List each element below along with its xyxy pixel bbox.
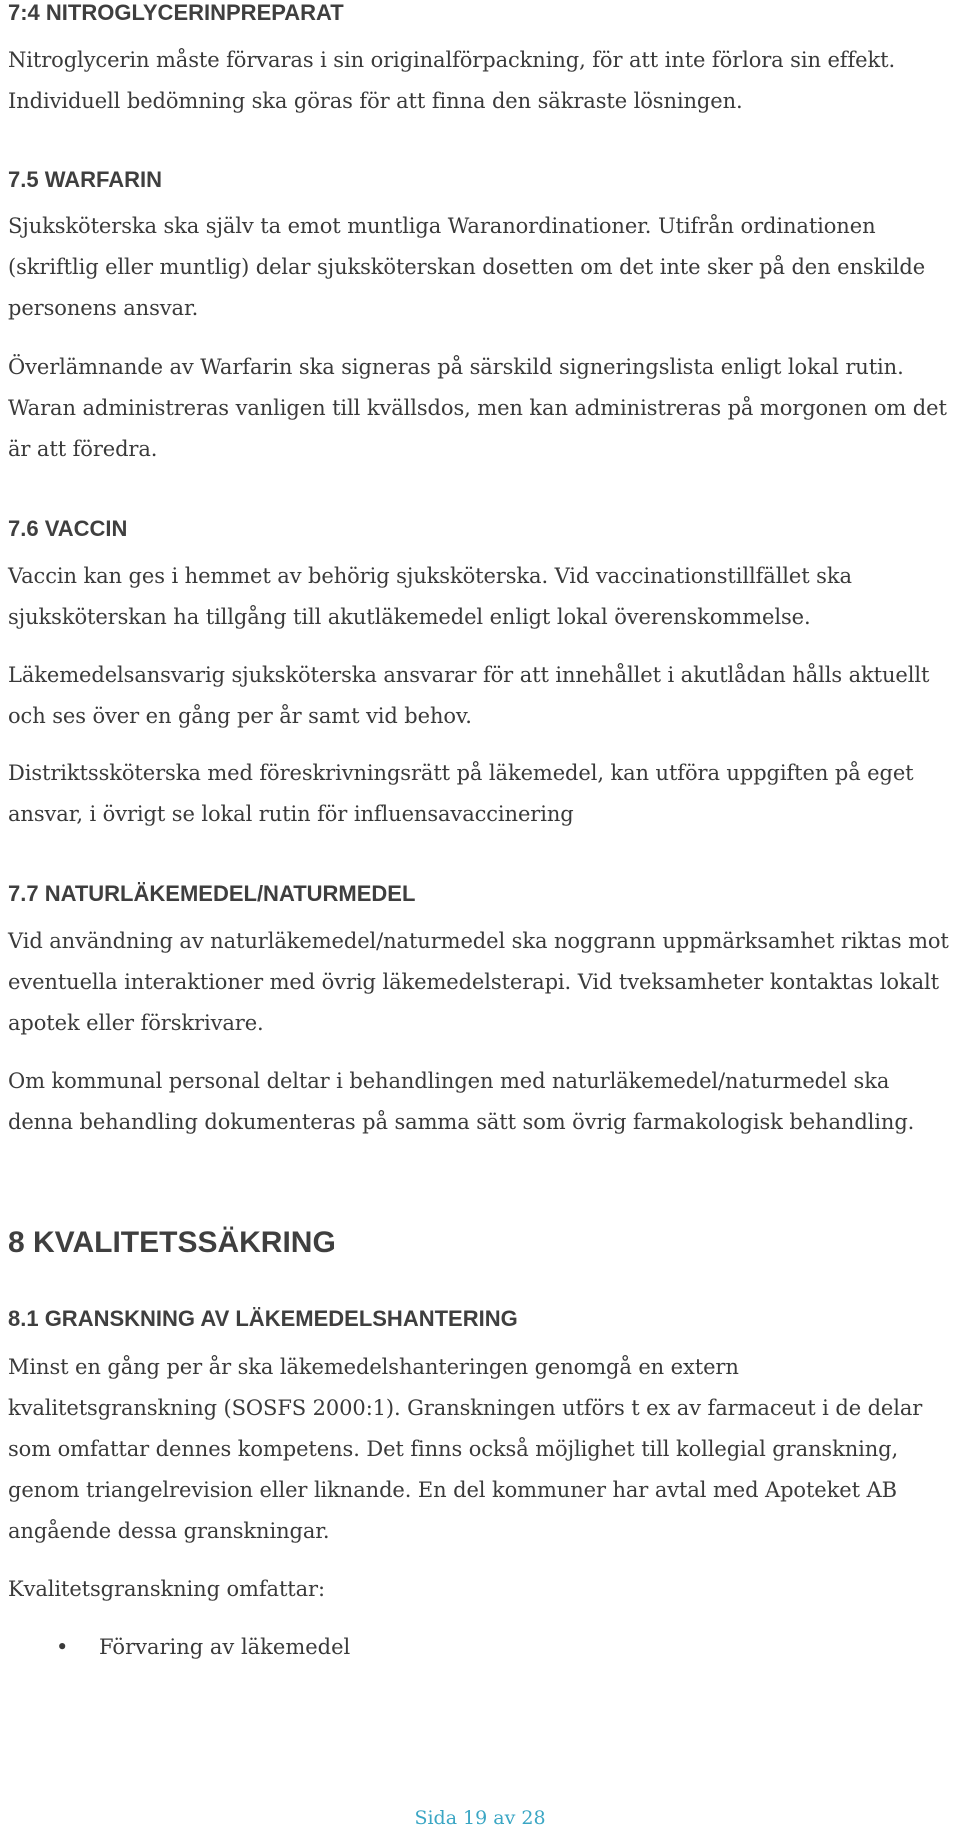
heading-7-5: 7.5 WARFARIN xyxy=(8,167,163,192)
heading-8-1: 8.1 GRANSKNING AV LÄKEMEDELSHANTERING xyxy=(8,1306,518,1331)
heading-7-6: 7.6 VACCIN xyxy=(8,516,128,541)
heading-7-4: 7:4 NITROGLYCERINPREPARAT xyxy=(8,0,344,25)
paragraph-vaccin-2: Läkemedelsansvarig sjuksköterska ansvarar för att innehållet i akutlådan hålls aktuellt och ses över en gång per år samt vid behov. xyxy=(8,663,930,728)
paragraph-granskning: Minst en gång per år ska läkemedelshanteringen genomgå en extern kvalitetsgranskning (SOSFS 2000:1). Granskningen utförs t ex av farmaceut i de delar som omfattar dennes kompetens. Det finns också möjlighet till kollegial granskning, genom triangelrevision eller liknande. En del kommuner har avtal med Apoteket AB angående dessa granskningar. xyxy=(8,1355,923,1543)
list-item-label: Förvaring av läkemedel xyxy=(99,1635,351,1659)
paragraph-omfattar: Kvalitetsgranskning omfattar: xyxy=(8,1577,325,1601)
heading-7-7: 7.7 NATURLÄKEMEDEL/NATURMEDEL xyxy=(8,881,416,906)
paragraph-natur-1: Vid användning av naturläkemedel/naturmedel ska noggrann uppmärksamhet riktas mot eventuella interaktioner med övrig läkemedelsterapi. Vid tveksamheter kontaktas lokalt apotek eller förskrivare. xyxy=(8,929,949,1035)
bullet-icon: • xyxy=(56,1635,69,1659)
page-number: Sida 19 av 28 xyxy=(414,1807,546,1829)
document-page xyxy=(8,0,953,1840)
paragraph-vaccin-1: Vaccin kan ges i hemmet av behörig sjuksköterska. Vid vaccinationstillfället ska sjuksköterskan ha tillgång till akutläkemedel enligt lokal överenskommelse. xyxy=(8,564,852,629)
paragraph-warfarin-2: Överlämnande av Warfarin ska signeras på särskild signeringslista enligt lokal rutin. Waran administreras vanligen till kvällsdos, men kan administreras på morgonen om det är att föredra. xyxy=(8,355,947,461)
paragraph-vaccin-3: Distriktssköterska med föreskrivningsrätt på läkemedel, kan utföra uppgiften på eget ansvar, i övrigt se lokal rutin för influensavaccinering xyxy=(8,761,914,826)
paragraph-warfarin-1: Sjuksköterska ska själv ta emot muntliga Waranordinationer. Utifrån ordinationen (skriftlig eller muntlig) delar sjuksköterskan dosetten om det inte sker på den enskilde personens ansvar. xyxy=(8,214,926,320)
paragraph-natur-2: Om kommunal personal deltar i behandlingen med naturläkemedel/naturmedel ska denna behandling dokumenteras på samma sätt som övrig farmakologisk behandling. xyxy=(8,1069,915,1134)
paragraph-nitroglycerin: Nitroglycerin måste förvaras i sin originalförpackning, för att inte förlora sin effekt. Individuell bedömning ska göras för att finna den säkraste lösningen. xyxy=(8,48,896,113)
heading-8: 8 KVALITETSSÄKRING xyxy=(8,1226,336,1259)
